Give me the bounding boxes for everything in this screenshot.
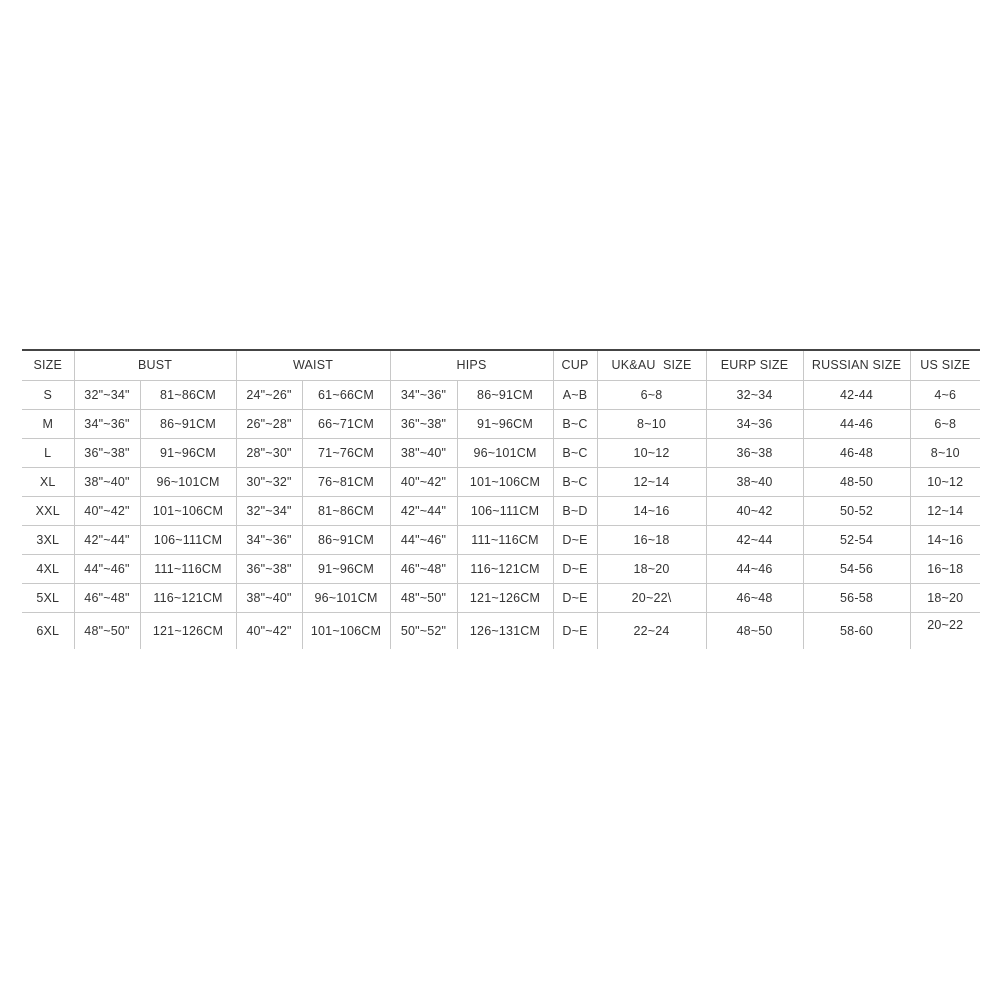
cell-cup: D~E <box>553 525 597 554</box>
cell-cup: B~C <box>553 438 597 467</box>
cell-bust-cm: 96~101CM <box>140 467 236 496</box>
cell-bust-cm: 106~111CM <box>140 525 236 554</box>
table-row <box>22 496 980 525</box>
header-bust: BUST <box>74 350 236 380</box>
size-chart-table <box>22 349 980 649</box>
cell-size: 6XL <box>22 612 74 649</box>
cell-cup: B~D <box>553 496 597 525</box>
cell-bust-cm: 111~116CM <box>140 554 236 583</box>
cell-cup: D~E <box>553 583 597 612</box>
header-waist: WAIST <box>236 350 390 380</box>
header-cup: CUP <box>553 350 597 380</box>
cell-uk-au-size: 8~10 <box>597 409 706 438</box>
cell-cup: D~E <box>553 612 597 649</box>
cell-eurp-size: 44~46 <box>706 554 803 583</box>
cell-size: 4XL <box>22 554 74 583</box>
cell-bust-inches: 32"~34" <box>74 380 140 409</box>
cell-eurp-size: 48~50 <box>706 612 803 649</box>
cell-waist-cm: 61~66CM <box>302 380 390 409</box>
cell-size: L <box>22 438 74 467</box>
cell-waist-inches: 28"~30" <box>236 438 302 467</box>
cell-hips-cm: 106~111CM <box>457 496 553 525</box>
header-uk-au-size: UK&AU SIZE <box>597 350 706 380</box>
cell-hips-inches: 42"~44" <box>390 496 457 525</box>
cell-waist-inches: 24"~26" <box>236 380 302 409</box>
cell-us-size: 20~22 <box>910 612 980 649</box>
cell-waist-cm: 71~76CM <box>302 438 390 467</box>
header-us-size: US SIZE <box>910 350 980 380</box>
cell-bust-cm: 116~121CM <box>140 583 236 612</box>
table-row <box>22 409 980 438</box>
cell-bust-inches: 34"~36" <box>74 409 140 438</box>
cell-hips-inches: 36"~38" <box>390 409 457 438</box>
cell-hips-cm: 111~116CM <box>457 525 553 554</box>
cell-bust-inches: 36"~38" <box>74 438 140 467</box>
cell-bust-cm: 101~106CM <box>140 496 236 525</box>
cell-cup: D~E <box>553 554 597 583</box>
cell-hips-cm: 86~91CM <box>457 380 553 409</box>
cell-eurp-size: 42~44 <box>706 525 803 554</box>
cell-waist-cm: 86~91CM <box>302 525 390 554</box>
cell-waist-inches: 36"~38" <box>236 554 302 583</box>
cell-hips-cm: 91~96CM <box>457 409 553 438</box>
cell-uk-au-size: 18~20 <box>597 554 706 583</box>
cell-bust-cm: 121~126CM <box>140 612 236 649</box>
cell-hips-inches: 48"~50" <box>390 583 457 612</box>
cell-hips-cm: 101~106CM <box>457 467 553 496</box>
cell-waist-cm: 101~106CM <box>302 612 390 649</box>
cell-russian-size: 42-44 <box>803 380 910 409</box>
header-row <box>22 350 980 380</box>
cell-russian-size: 44-46 <box>803 409 910 438</box>
cell-russian-size: 58-60 <box>803 612 910 649</box>
cell-russian-size: 50-52 <box>803 496 910 525</box>
header-size: SIZE <box>22 350 74 380</box>
cell-waist-cm: 81~86CM <box>302 496 390 525</box>
cell-uk-au-size: 10~12 <box>597 438 706 467</box>
table-row <box>22 467 980 496</box>
cell-waist-cm: 91~96CM <box>302 554 390 583</box>
cell-bust-cm: 91~96CM <box>140 438 236 467</box>
cell-hips-cm: 126~131CM <box>457 612 553 649</box>
table-row <box>22 554 980 583</box>
cell-size: S <box>22 380 74 409</box>
cell-us-size: 14~16 <box>910 525 980 554</box>
table-row <box>22 525 980 554</box>
cell-bust-inches: 38"~40" <box>74 467 140 496</box>
cell-eurp-size: 46~48 <box>706 583 803 612</box>
header-eurp-size: EURP SIZE <box>706 350 803 380</box>
cell-hips-inches: 40"~42" <box>390 467 457 496</box>
table-row <box>22 380 980 409</box>
cell-size: M <box>22 409 74 438</box>
cell-eurp-size: 40~42 <box>706 496 803 525</box>
cell-waist-cm: 66~71CM <box>302 409 390 438</box>
cell-bust-cm: 86~91CM <box>140 409 236 438</box>
cell-hips-inches: 50"~52" <box>390 612 457 649</box>
cell-hips-inches: 46"~48" <box>390 554 457 583</box>
cell-eurp-size: 36~38 <box>706 438 803 467</box>
cell-uk-au-size: 6~8 <box>597 380 706 409</box>
cell-bust-inches: 42"~44" <box>74 525 140 554</box>
cell-bust-inches: 46"~48" <box>74 583 140 612</box>
cell-russian-size: 46-48 <box>803 438 910 467</box>
cell-us-size: 16~18 <box>910 554 980 583</box>
cell-uk-au-size: 14~16 <box>597 496 706 525</box>
table-row <box>22 438 980 467</box>
cell-us-size: 12~14 <box>910 496 980 525</box>
cell-us-size: 8~10 <box>910 438 980 467</box>
cell-cup: B~C <box>553 409 597 438</box>
header-russian-size: RUSSIAN SIZE <box>803 350 910 380</box>
cell-waist-inches: 38"~40" <box>236 583 302 612</box>
cell-size: XL <box>22 467 74 496</box>
cell-hips-cm: 121~126CM <box>457 583 553 612</box>
header-hips: HIPS <box>390 350 553 380</box>
cell-hips-inches: 38"~40" <box>390 438 457 467</box>
cell-waist-cm: 96~101CM <box>302 583 390 612</box>
cell-bust-cm: 81~86CM <box>140 380 236 409</box>
cell-eurp-size: 32~34 <box>706 380 803 409</box>
cell-hips-cm: 116~121CM <box>457 554 553 583</box>
cell-cup: A~B <box>553 380 597 409</box>
cell-uk-au-size: 22~24 <box>597 612 706 649</box>
table-row <box>22 583 980 612</box>
cell-hips-cm: 96~101CM <box>457 438 553 467</box>
cell-bust-inches: 44"~46" <box>74 554 140 583</box>
cell-waist-cm: 76~81CM <box>302 467 390 496</box>
cell-us-size: 6~8 <box>910 409 980 438</box>
cell-russian-size: 48-50 <box>803 467 910 496</box>
cell-eurp-size: 38~40 <box>706 467 803 496</box>
cell-waist-inches: 34"~36" <box>236 525 302 554</box>
cell-russian-size: 54-56 <box>803 554 910 583</box>
cell-us-size: 10~12 <box>910 467 980 496</box>
cell-size: XXL <box>22 496 74 525</box>
cell-uk-au-size: 12~14 <box>597 467 706 496</box>
cell-size: 5XL <box>22 583 74 612</box>
cell-waist-inches: 26"~28" <box>236 409 302 438</box>
cell-uk-au-size: 16~18 <box>597 525 706 554</box>
cell-waist-inches: 40"~42" <box>236 612 302 649</box>
cell-eurp-size: 34~36 <box>706 409 803 438</box>
table-row <box>22 612 980 649</box>
cell-bust-inches: 48"~50" <box>74 612 140 649</box>
cell-cup: B~C <box>553 467 597 496</box>
cell-russian-size: 52-54 <box>803 525 910 554</box>
cell-us-size: 4~6 <box>910 380 980 409</box>
cell-hips-inches: 34"~36" <box>390 380 457 409</box>
size-chart-body <box>22 380 980 649</box>
cell-bust-inches: 40"~42" <box>74 496 140 525</box>
cell-size: 3XL <box>22 525 74 554</box>
cell-hips-inches: 44"~46" <box>390 525 457 554</box>
cell-russian-size: 56-58 <box>803 583 910 612</box>
cell-uk-au-size: 20~22\ <box>597 583 706 612</box>
cell-waist-inches: 30"~32" <box>236 467 302 496</box>
cell-us-size: 18~20 <box>910 583 980 612</box>
cell-waist-inches: 32"~34" <box>236 496 302 525</box>
